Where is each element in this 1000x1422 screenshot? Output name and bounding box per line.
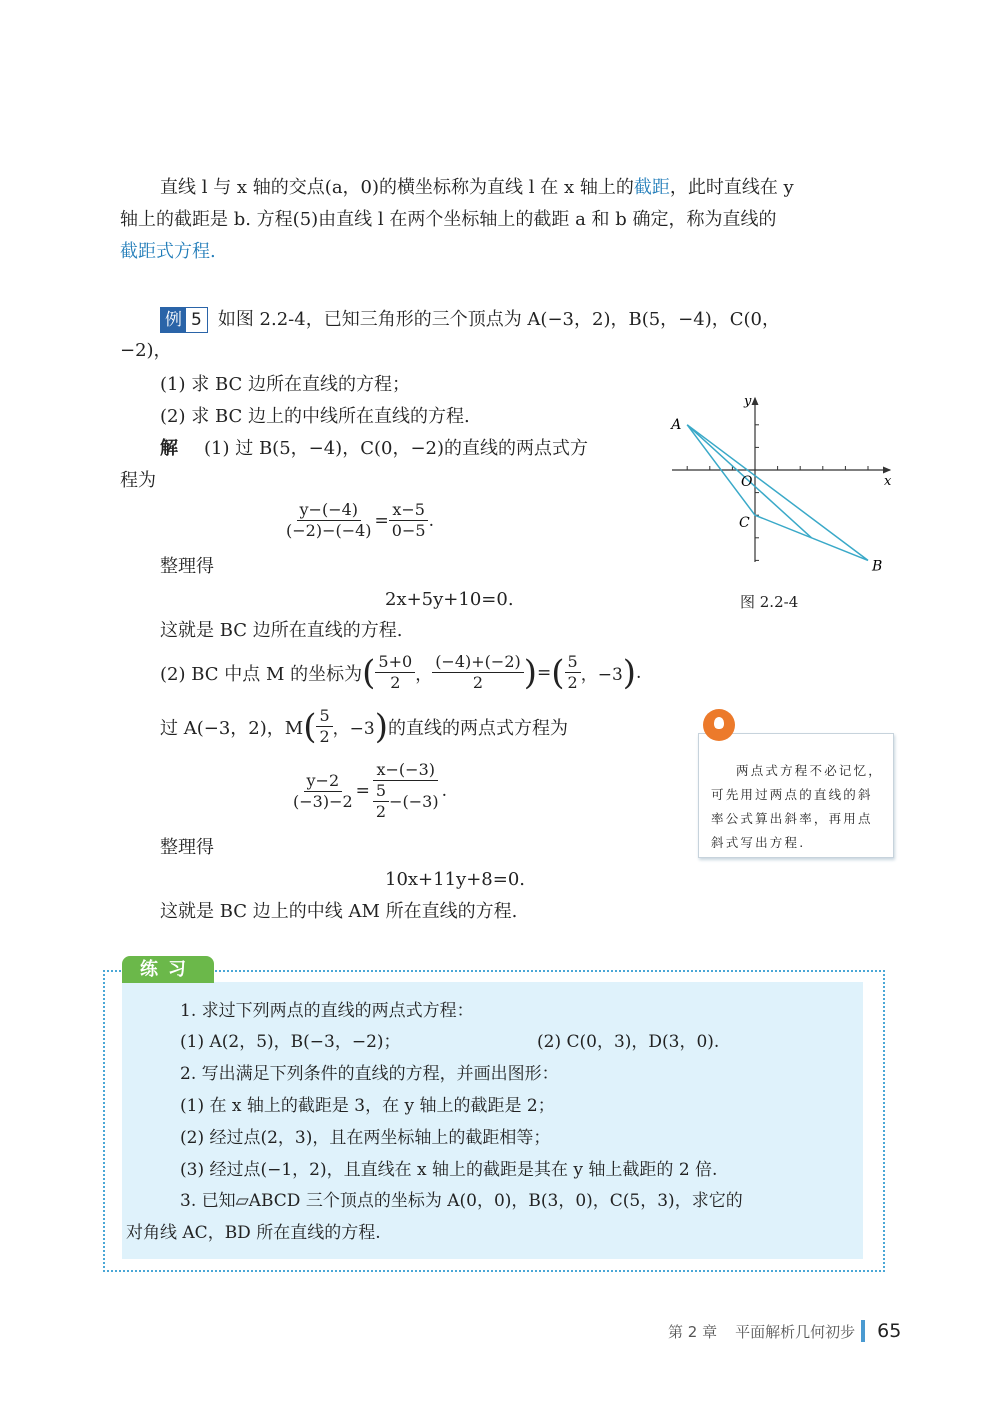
- exercise-1-part-1: (1) A(2，5)，B(−3，−2)；: [180, 1032, 401, 1052]
- y-coordinate: ，−3: [332, 719, 375, 739]
- solution-label: 解: [160, 438, 178, 459]
- exercise-3: 3. 已知▱ABCD 三个顶点的坐标为 A(0，0)，B(3，0)，C(5，3)，求它的: [180, 1191, 743, 1211]
- numerator: x−5: [389, 500, 428, 521]
- denominator: 2: [319, 727, 330, 746]
- left-paren: (: [303, 706, 317, 747]
- page-footer: [668, 1320, 901, 1342]
- origin-label: O: [741, 474, 753, 490]
- lightbulb-icon: [706, 712, 732, 738]
- line-am-intro: [160, 706, 568, 747]
- fraction: [565, 652, 581, 693]
- numerator: 5: [565, 652, 581, 673]
- triangle-figure: [660, 390, 900, 590]
- practice-section: [122, 982, 863, 1259]
- badge-number: 5: [186, 308, 207, 332]
- fraction: [316, 706, 332, 747]
- footer-divider: [861, 1320, 865, 1342]
- fraction: [375, 652, 415, 693]
- midpoint-line: [160, 652, 641, 693]
- term-intercept-form: 截距式方程: [120, 241, 210, 262]
- equals-sign: =: [537, 662, 552, 683]
- term-intercept: 截距: [633, 177, 670, 198]
- point-c-label: C: [739, 515, 750, 532]
- denominator: 2: [567, 673, 578, 692]
- practice-tab: 练习: [122, 956, 214, 983]
- solution-text: (1) 过 B(5，−4)，C(0，−2)的直线的两点式方: [204, 438, 589, 459]
- denominator: (−3)−2: [293, 791, 353, 811]
- fraction: [389, 500, 429, 541]
- numerator: x−(−3): [373, 760, 438, 781]
- denominator: (−2)−(−4): [286, 521, 372, 540]
- fraction: [290, 771, 356, 812]
- denominator: 2: [472, 673, 484, 692]
- question-1: (1) 求 BC 边所在直线的方程；: [160, 374, 410, 395]
- exercise-2-part-2: (2) 经过点(2，3)，且在两坐标轴上的截距相等；: [180, 1128, 551, 1148]
- left-paren: (: [362, 652, 376, 693]
- example-text: 如图 2.2-4，已知三角形的三个顶点为 A(−3，2)，B(5，−4)，C(0，: [217, 309, 780, 330]
- tip-box: [698, 733, 894, 858]
- conclusion-2: 这就是 BC 边上的中线 AM 所在直线的方程.: [160, 901, 518, 922]
- period: .: [441, 781, 447, 801]
- x-axis-label: x: [884, 474, 892, 489]
- y-coordinate: ，−3: [580, 665, 623, 685]
- simplify-label-1: 整理得: [160, 556, 214, 577]
- numerator: 5: [373, 781, 389, 802]
- intro-line-3: [120, 240, 216, 264]
- exercise-1-part-2: (2) C(0，3)，D(3，0).: [537, 1032, 720, 1052]
- exercise-2: 2. 写出满足下列条件的直线的方程，并画出图形：: [180, 1064, 559, 1084]
- numerator: (−4)+(−2): [432, 652, 524, 673]
- right-paren: ): [622, 652, 637, 693]
- denominator: [370, 781, 442, 822]
- exercise-3-cont: 对角线 AC，BD 所在直线的方程.: [126, 1223, 381, 1243]
- part2-text: (2) BC 中点 M 的坐标为: [160, 663, 363, 685]
- numerator: y−2: [304, 771, 343, 792]
- y-axis-label: y: [744, 394, 752, 409]
- conclusion-1: 这就是 BC 边所在直线的方程.: [160, 620, 403, 641]
- exercise-1: 1. 求过下列两点的直线的两点式方程：: [180, 1001, 474, 1021]
- solution-line-2: 程为: [120, 470, 156, 491]
- equation-two-point-am: [290, 760, 447, 822]
- intro-text: ，此时直线在 y: [669, 177, 794, 198]
- intro-line-2: 轴上的截距是 b. 方程(5)由直线 l 在两个坐标轴上的截距 a 和 b 确定，称为直线的: [120, 209, 777, 230]
- numerator: 5+0: [375, 652, 415, 673]
- right-paren: ): [374, 706, 388, 747]
- chapter-number: 第 2 章: [668, 1322, 718, 1341]
- denominator: 2: [375, 802, 387, 821]
- fraction: [370, 760, 442, 822]
- intro-text: 直线 l 与 x 轴的交点(a，0)的横坐标称为直线 l 在 x 轴上的: [160, 177, 634, 198]
- solution-line-1: [160, 437, 588, 461]
- result-equation-1: 2x+5y+10=0.: [385, 589, 514, 610]
- tip-text: 两点式方程不必记忆，可先用过两点的直线的斜率公式算出斜率，再用点斜式写出方程.: [711, 763, 884, 850]
- right-paren: ): [523, 652, 537, 693]
- point-b-label: B: [872, 558, 883, 575]
- figure-caption: 图 2.2-4: [740, 593, 799, 611]
- exercise-2-part-3: (3) 经过点(−1，2)，且直线在 x 轴上的截距是其在 y 轴上截距的 2 倍.: [180, 1160, 718, 1180]
- example-line-2: −2)，: [120, 340, 172, 361]
- equation-two-point-bc: [283, 500, 434, 541]
- result-equation-2: 10x+11y+8=0.: [385, 869, 526, 890]
- question-2: (2) 求 BC 边上的中线所在直线的方程.: [160, 406, 470, 427]
- example-line-1: [160, 307, 780, 333]
- exercise-2-part-1: (1) 在 x 轴上的截距是 3，在 y 轴上的截距是 2；: [180, 1096, 555, 1116]
- fraction: [432, 652, 524, 693]
- text: 的直线的两点式方程为: [387, 717, 568, 739]
- numerator: y−(−4): [297, 500, 362, 521]
- example-badge: [160, 307, 208, 333]
- triangle-abc: [687, 425, 868, 561]
- denominator-rest: −(−3): [389, 791, 439, 811]
- text: 过 A(−3，2)，M: [160, 717, 304, 739]
- page-number: 65: [877, 1320, 902, 1342]
- intro-text: .: [210, 241, 216, 262]
- denominator: 0−5: [391, 521, 426, 540]
- denominator: 2: [390, 673, 401, 692]
- equals-sign: =: [374, 510, 389, 531]
- period: .: [636, 662, 642, 683]
- badge-label: 例: [161, 308, 186, 332]
- point-a-label: A: [671, 416, 682, 433]
- numerator: 5: [316, 706, 332, 727]
- fraction: [373, 781, 389, 822]
- equals-sign: =: [355, 781, 370, 801]
- left-paren: (: [551, 652, 565, 693]
- chapter-title: 平面解析几何初步: [735, 1322, 856, 1341]
- intro-line-1: [160, 176, 794, 200]
- simplify-label-2: 整理得: [160, 837, 214, 858]
- period: .: [428, 510, 434, 531]
- comma: ，: [415, 665, 433, 685]
- fraction: [283, 500, 375, 541]
